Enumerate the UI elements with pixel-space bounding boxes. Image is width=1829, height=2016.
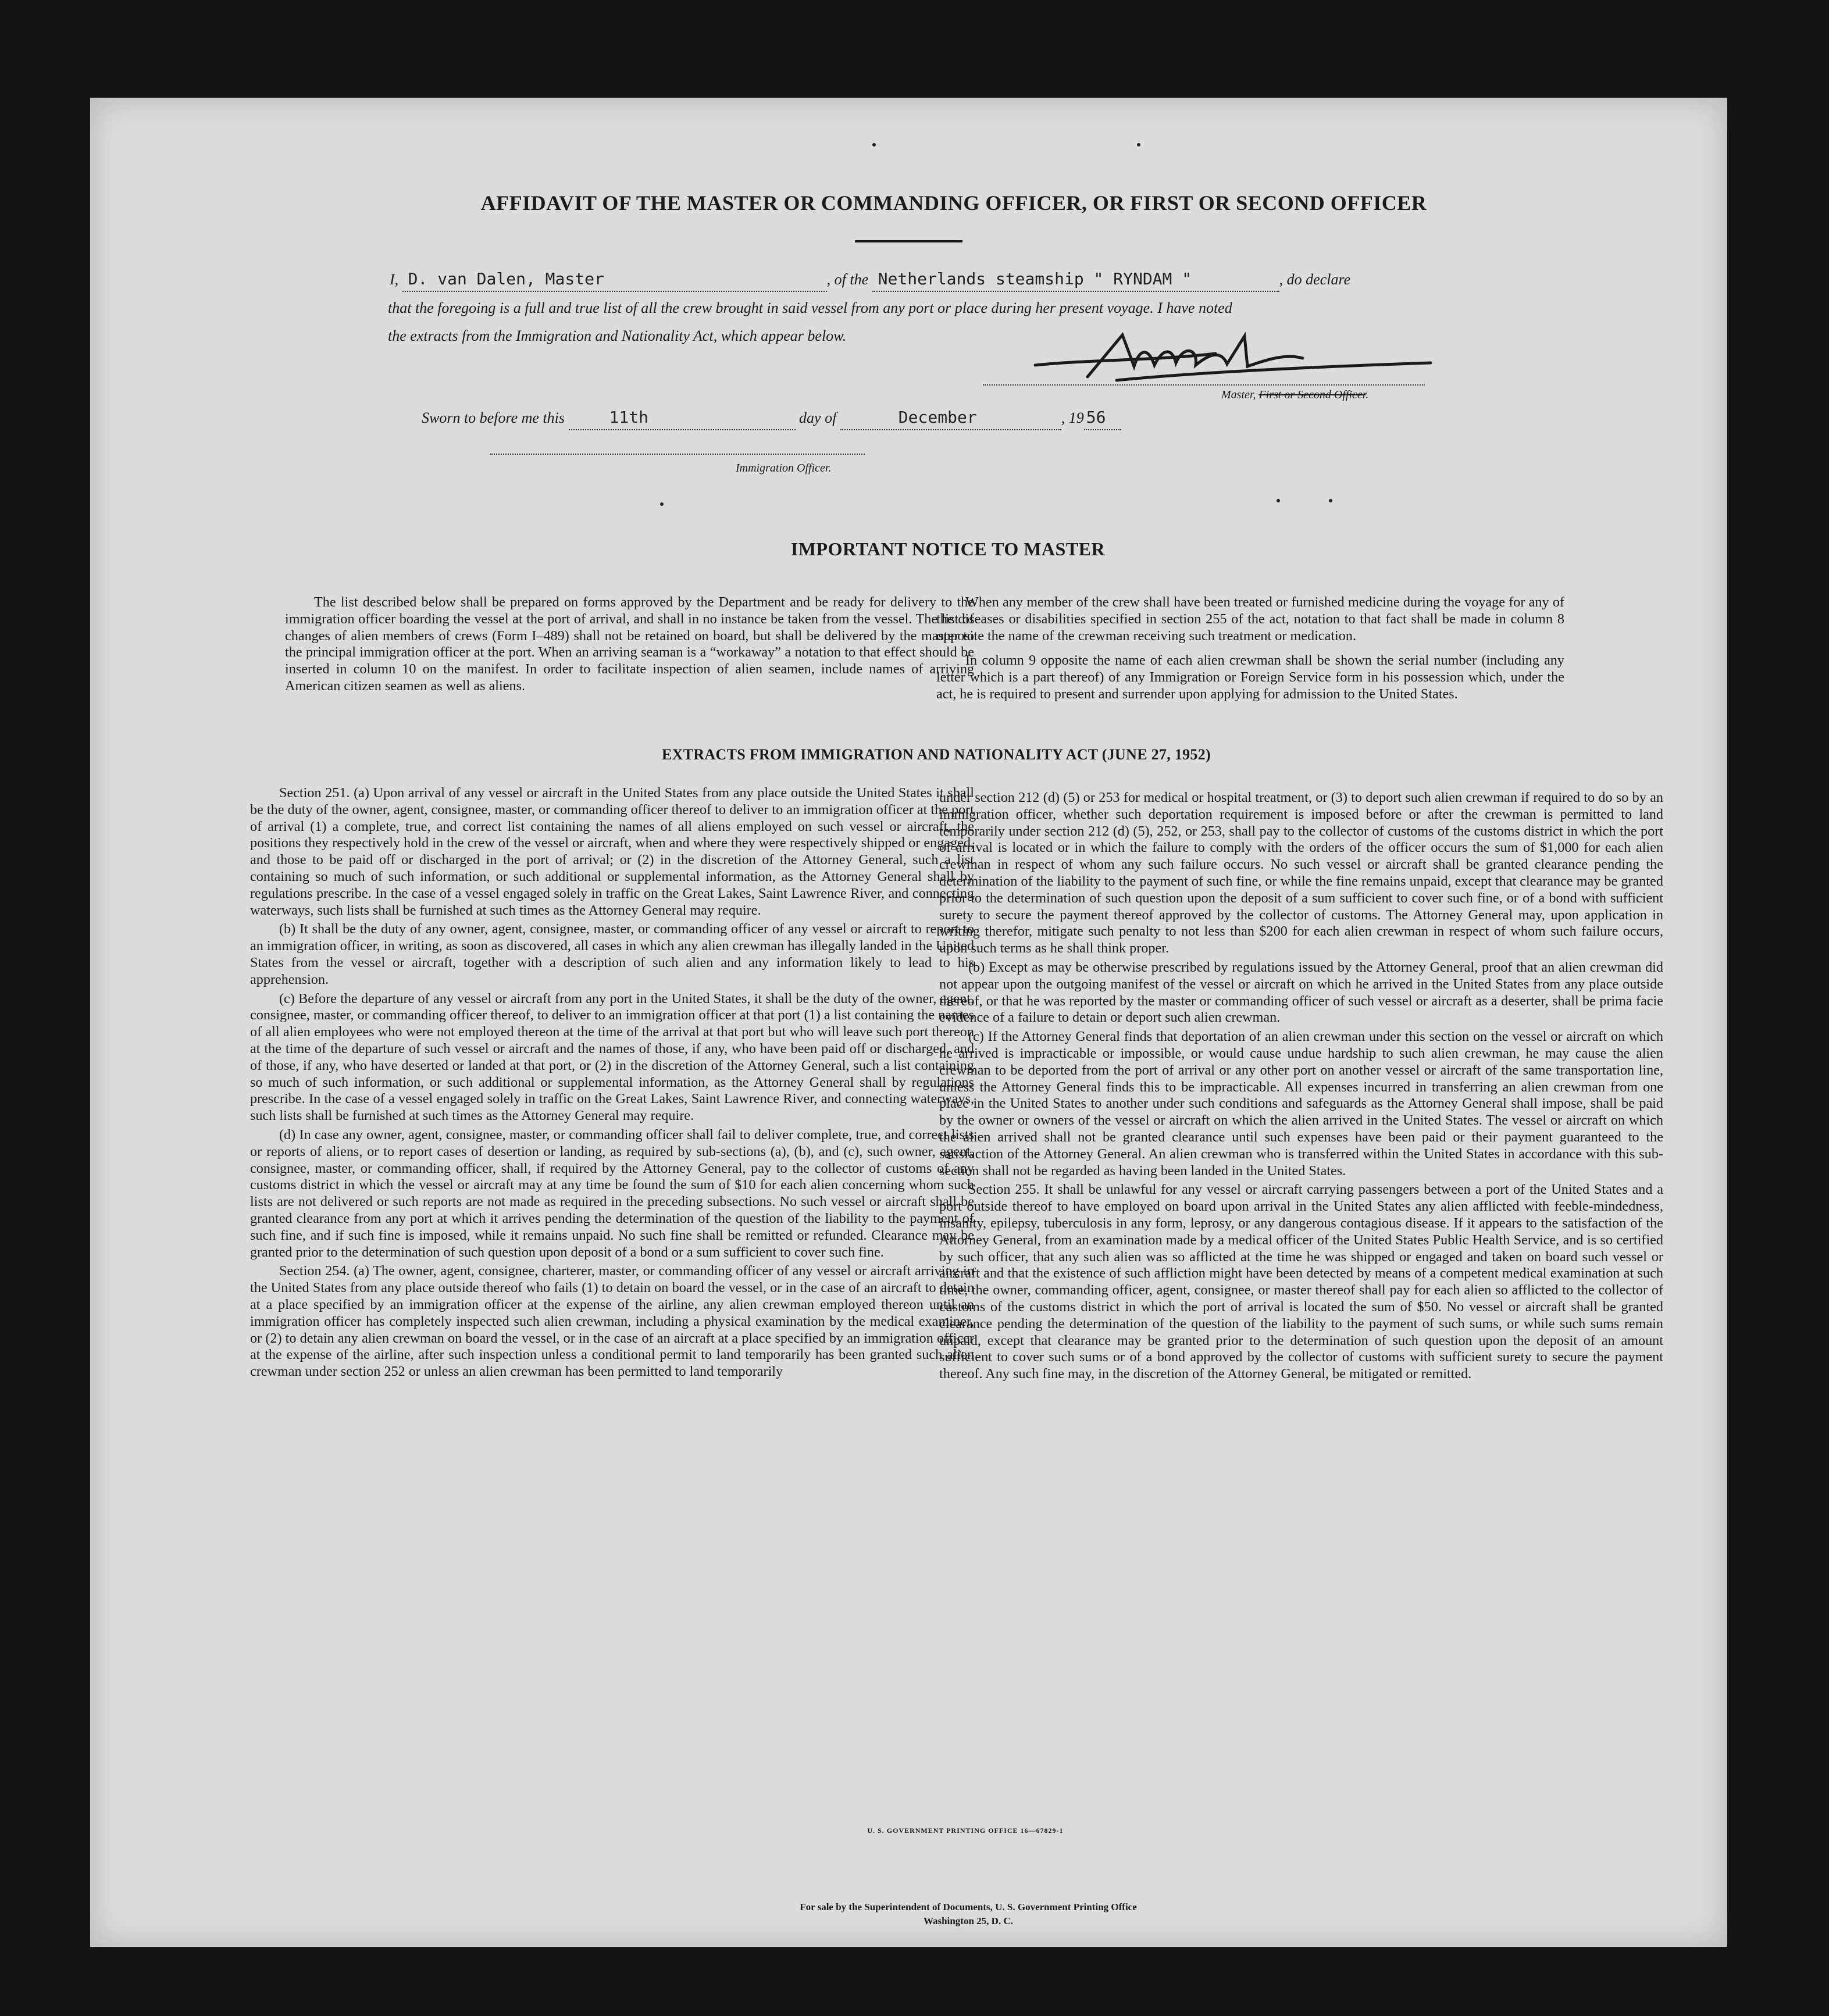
declaration-prefix: I, xyxy=(390,271,399,288)
sale-notice-line-2: Washington 25, D. C. xyxy=(924,1915,1013,1926)
notice-right-paragraph-1: When any member of the crew shall have been treated or furnished medicine during the voyage for any of the diseases or disabilities specified in section 255 of the act, notation to that fact shall be made in column 8 opposite the name of the crewman receiving such treatment or medication. xyxy=(936,594,1564,644)
sworn-label: Sworn to before me this xyxy=(422,409,565,426)
section-251-c: (c) Before the departure of any vessel or aircraft from any port in the United States, it shall be the duty of the owner, agent, consignee, master, or commanding officer thereof, to deliver to an immigration officer at that port (1) a list containing the names of all alien employees who were not employed thereon at the time of the arrival at that port but who will leave such port thereon at the time of the departure of such vessel or aircraft and the names of those, if any, who have been paid off or discharged, and of those, if any, who have deserted or landed at that port, or (2) in the discretion of the Attorney General, such a list containing so much of such information, or such additional or supplemental information, as the Attorney General shall by regulations prescribe. In the case of a vessel engaged solely in traffic on the Great Lakes, Saint Lawrence River, and connecting waterways, such lists shall be furnished at such times as the Attorney General may require. xyxy=(250,990,974,1124)
section-254-c: (c) If the Attorney General finds that deportation of an alien crewman under this section on the vessel or aircraft on which he arrived is impracticable or impossible, or would cause undue hardship to such alien crewman, he may cause the alien crewman to be deported from the port of arrival or any other port on another vessel or aircraft of the same transportation line, unless the Attorney General finds this to be impracticable. All expenses incurred in transferring an alien crewman from one place in the United States to another under such conditions and safeguards as the Attorney General shall impose, shall be paid by the owner or owners of the vessel or aircraft on which the alien arrived in the United States. The vessel or aircraft on which the alien arrived shall not be granted clearance until such expenses have been paid or their payment guaranteed to the satisfaction of the Attorney General. An alien crewman who is transferred within the United States in accordance with this sub-section shall not be regarded as having been landed in the United States. xyxy=(939,1029,1663,1179)
signature-caption xyxy=(1221,388,1368,402)
section-254-a-continued: under section 212 (d) (5) or 253 for medical or hospital treatment, or (3) to deport such alien crewman if required to do so by an immigration officer, whether such deportation requirement is imposed before or after the crewman is permitted to land temporarily under section 212 (d) (5), 252, or 253, shall pay to the collector of customs of the customs district in which the port of arrival is located or in which the failure to comply with the orders of the officer occurs the sum of $1,000 for each alien crewman in respect of whom any such failure occurs. No such vessel or aircraft shall be granted clearance pending the determination of the liability to the payment of such fine, or while the fine remains unpaid, except that clearance may be granted prior to the determination of such question upon the deposit of a sum sufficient to cover such fine, or of a bond with sufficient surety to secure the payment thereof approved by the collector of customs. The Attorney General may, upon application in writing therefor, mitigate such penalty to not less than $200 for each alien crewman in respect of whom such failure occurs, upon such terms as he shall think proper. xyxy=(939,790,1663,957)
immigration-officer-caption: Immigration Officer. xyxy=(736,462,832,474)
sale-notice xyxy=(663,1900,1274,1928)
notice-right-column xyxy=(936,594,1564,705)
section-255: Section 255. It shall be unlawful for any vessel or aircraft carrying passengers between a port of the United States and a port outside thereof to have employed on board upon arrival in the United States any alien afflicted with feeble-mindedness, insanity, epilepsy, tuberculosis in any form, leprosy, or any dangerous contagious disease. If it appears to the satisfaction of the Attorney General, from an examination made by a medical officer of the United States Public Health Service, and is so certified by such officer, that any such alien was so afflicted at the time he was shipped or engaged and taken on board such vessel or aircraft and that the existence of such affliction might have been detected by means of a competent medical examination at such time, the owner, commanding officer, agent, consignee, or master thereof shall pay for each alien so afflicted to the collector of customs of the customs district in which the port of arrival is located the sum of $50. No vessel or aircraft shall be granted clearance pending the determination of the question of the liability to the payment of such sums, or while such sums remain unpaid, except that clearance may be granted prior to the determination of such question upon the deposit of an amount sufficient to cover such sums or of a bond approved by the collector of customs with sufficient surety to secure the payment thereof. Any such fine may, in the discretion of the Attorney General, be mitigated or remitted. xyxy=(939,1182,1663,1382)
caption-master: Master, xyxy=(1221,388,1256,401)
year-prefix-label: , 19 xyxy=(1061,409,1084,426)
ink-speck xyxy=(1137,143,1140,147)
extracts-title: EXTRACTS FROM IMMIGRATION AND NATIONALITY ACT (JUNE 27, 1952) xyxy=(661,746,1211,763)
sale-notice-line-1: For sale by the Superintendent of Documents, U. S. Government Printing Office xyxy=(800,1901,1137,1912)
sworn-line xyxy=(422,406,1561,430)
sworn-year-field: 56 xyxy=(1084,406,1121,430)
sworn-month-field: December xyxy=(840,406,1061,430)
day-of-label: day of xyxy=(799,409,837,426)
do-declare-label: , do declare xyxy=(1279,271,1351,288)
of-the-label: , of the xyxy=(826,271,869,288)
declaration-line-3: the extracts from the Immigration and Nationality Act, which appear below. xyxy=(388,327,847,344)
section-251-a: Section 251. (a) Upon arrival of any vessel or aircraft in the United States from any place outside the United States it shall be the duty of the owner, agent, consignee, master, or commanding officer thereof to deliver to an immigration officer at the port of arrival (1) a complete, true, and correct list containing the names of all aliens employed on such vessel or aircraft, the positions they respectively hold in the crew of the vessel or aircraft, when and where they were respectively shipped or engaged, and those to be paid off or discharged in the port of arrival; or (2) in the discretion of the Attorney General, such a list containing so much of such information, or such additional or supplemental information, as the Attorney General shall by regulations prescribe. In the case of a vessel engaged solely in traffic on the Great Lakes, Saint Lawrence River, and connecting waterways, such lists shall be furnished at such times as the Attorney General may require. xyxy=(250,785,974,918)
notice-left-column xyxy=(285,594,974,697)
ink-speck xyxy=(1329,499,1332,502)
document-page xyxy=(90,98,1727,1947)
extracts-right-column xyxy=(939,790,1663,1385)
section-251-b: (b) It shall be the duty of any owner, agent, consignee, master, or commanding officer of any vessel or aircraft to report to an immigration officer, in writing, as soon as discovered, all cases in which any alien crewman has illegally landed in the United States from the vessel or aircraft, together with a description of such alien and any information likely to lead to his apprehension. xyxy=(250,921,974,987)
declaration-line-1 xyxy=(390,267,1529,292)
section-254-b: (b) Except as may be otherwise prescribed by regulations issued by the Attorney General, proof that an alien crewman did not appear upon the outgoing manifest of the vessel or aircraft on which he arrived in the United States from any place outside thereof, or that he was reported by the master or commanding officer of such vessel or aircraft as a deserter, shall be prima facie evidence of a failure to detain or deport such alien crewman. xyxy=(939,959,1663,1026)
notice-left-paragraph: The list described below shall be prepared on forms approved by the Department and be ready for delivery to the immigration officer boarding the vessel at the port of arrival, and shall in no instance be taken from the vessel. The list of changes of alien members of crews (Form I–489) shall not be retained on board, but shall be delivered by the master to the principal immigration officer at the port. When an arriving seaman is a “workaway” a notation to that effect should be inserted in column 10 on the manifest. In order to facilitate inspection of alien seamen, include names of arriving American citizen seamen as well as aliens. xyxy=(285,594,974,694)
ink-speck xyxy=(660,502,664,506)
immigration-officer-line xyxy=(490,454,865,455)
title-rule xyxy=(855,240,962,242)
caption-struck-officer: First or Second Officer xyxy=(1258,388,1366,401)
printing-office-code: U. S. GOVERNMENT PRINTING OFFICE 16—67829-1 xyxy=(867,1826,1064,1835)
caption-end: . xyxy=(1365,388,1369,401)
ink-speck xyxy=(1277,499,1280,502)
vessel-name-field: Netherlands steamship " RYNDAM " xyxy=(872,267,1279,292)
affidavit-title: AFFIDAVIT OF THE MASTER OR COMMANDING OFFICER, OR FIRST OR SECOND OFFICER xyxy=(480,191,1427,215)
notice-title: IMPORTANT NOTICE TO MASTER xyxy=(790,538,1106,559)
declarant-name-field: D. van Dalen, Master xyxy=(402,267,827,292)
notice-right-paragraph-2: In column 9 opposite the name of each alien crewman shall be shown the serial number (including any letter which is a part thereof) of any Immigration or Foreign Service form in his possession which, under the act, he is required to present and surrender upon applying for admission to the United States. xyxy=(936,652,1564,702)
signature-line xyxy=(983,384,1425,386)
ink-speck xyxy=(872,143,876,147)
section-254-a: Section 254. (a) The owner, agent, consignee, charterer, master, or commanding officer of any vessel or aircraft arriving in the United States from any place outside thereof who fails (1) to detain on board the vessel, or in the case of an aircraft to detain at a place specified by an immigration officer at the expense of the airline, any alien crewman employed thereon until an immigration officer has completely inspected such alien crewman, including a physical examination by the medical examiner, or (2) to detain any alien crewman on board the vessel, or in the case of an aircraft at a place specified by an immigration officer at the expense of the airline, after such inspection unless a conditional permit to land temporarily has been granted such alien crewman under section 252 or unless an alien crewman has been permitted to land temporarily xyxy=(250,1263,974,1380)
sworn-day-field: 11th xyxy=(569,406,796,430)
section-251-d: (d) In case any owner, agent, consignee, master, or commanding officer shall fail to deliver complete, true, and correct lists or reports of aliens, or to report cases of desertion or landing, as required by sub-sections (a), (b), and (c), such owner, agent, consignee, master, or commanding officer, shall, if required by the Attorney General, pay to the collector of customs of any customs district in which the vessel or aircraft may at any time be found the sum of $10 for each alien concerning whom such lists are not delivered or such reports are not made as required in the preceding subsections. No such vessel or aircraft shall be granted clearance from any port at which it arrives pending the determination of the question of the liability to the payment of such fine, and if such fine is imposed, while it remains unpaid. No such fine shall be remitted or refunded. Clearance may be granted prior to the determination of such question upon deposit of a bond or a sum sufficient to cover such fine. xyxy=(250,1126,974,1260)
master-signature xyxy=(1024,324,1524,388)
declaration-line-2: that the foregoing is a full and true list of all the crew brought in said vessel from any port or place during her present voyage. I have noted xyxy=(388,299,1232,316)
extracts-left-column xyxy=(250,785,974,1383)
